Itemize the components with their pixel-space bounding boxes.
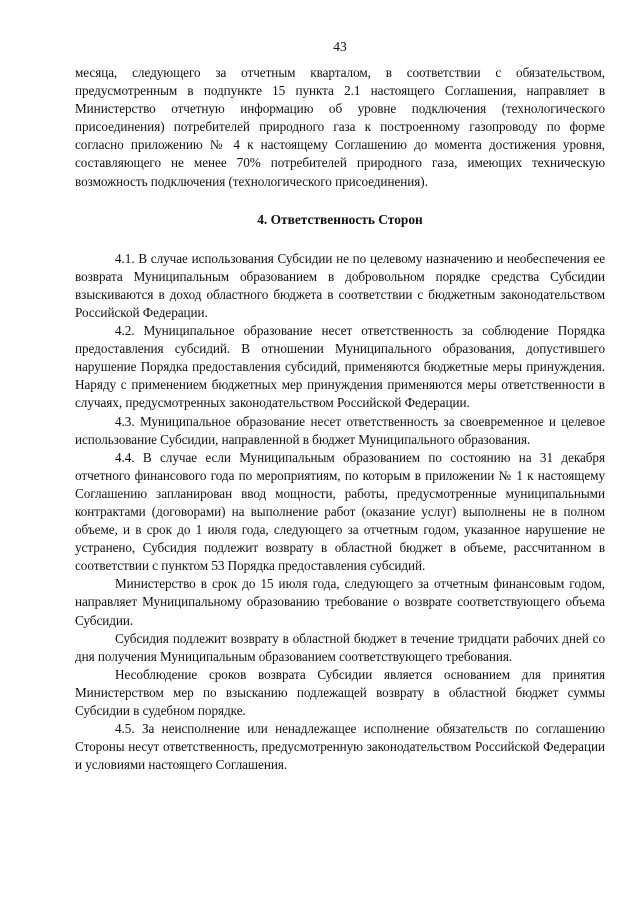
document-page <box>75 38 605 774</box>
paragraph-4-4: 4.4. В случае если Муниципальным образованием по состоянию на 31 декабря отчетного финансового года по мероприятиям, по которым в приложении № 1 к настоящему Соглашению запланирован ввод мощности, работы, предусмотренные муниципальными контрактами (договорами) на выполнение работ (оказание услуг) выполнены не в полном объеме, и в срок до 1 июля года, следующего за отчетным годом, указанное нарушение не устранено, Субсидия подлежит возврату в областной бюджет в объеме, рассчитанном в соответствии с пунктом 53 Порядка предоставления субсидий. <box>75 449 605 574</box>
paragraph-4-1: 4.1. В случае использования Субсидии не по целевому назначению и необеспечения ее возврата Муниципальным образованием в добровольном порядке средства Субсидии взыскиваются в доход областного бюджета в соответствии с бюджетным законодательством Российской Федерации. <box>75 250 605 320</box>
intro-paragraph: месяца, следующего за отчетным кварталом, в соответствии с обязательством, предусмотренным в подпункте 15 пункта 2.1 настоящего Соглашения, направляет в Министерство отчетную информацию об уровне подключения (технологического присоединения) потребителей природного газа к построенному газопроводу по форме согласно приложению № 4 к настоящему Соглашению до момента достижения уровня, составляющего не менее 70% потребителей природного газа, имеющих техническую возможность подключения (технологического присоединения). <box>75 65 605 189</box>
paragraph-4-4-enforcement: Несоблюдение сроков возврата Субсидии является основанием для принятия Министерством мер по взысканию подлежащей возврату в областной бюджет суммы Субсидии в судебном порядке. <box>75 666 605 718</box>
paragraph-4-5: 4.5. За неисполнение или ненадлежащее исполнение обязательств по соглашению Стороны несут ответственность, предусмотренную законодательством Российской Федерации и условиями настоящего Соглашения. <box>75 721 605 773</box>
paragraph-4-4-return: Субсидия подлежит возврату в областной бюджет в течение тридцати рабочих дней со дня получения Муниципальным образованием соответствующего требования. <box>75 630 605 664</box>
paragraph-4-4-requirement: Министерство в срок до 15 июля года, следующего за отчетным финансовым годом, направляет Муниципальному образованию требование о возврате соответствующего объема Субсидии. <box>75 576 605 628</box>
page-number: 43 <box>333 39 347 54</box>
paragraph-4-3: 4.3. Муниципальное образование несет ответственность за своевременное и целевое использование Субсидии, направленной в бюджет Муниципального образования. <box>75 413 605 447</box>
paragraph-4-2: 4.2. Муниципальное образование несет ответственность за соблюдение Порядка предоставления субсидий. В отношении Муниципального образования, допустившего нарушение Порядка предоставления субсидий, применяются бюджетные меры принуждения. Наряду с применением бюджетных мер принуждения применяются меры ответственности в случаях, предусмотренных законодательством Российской Федерации. <box>75 323 605 411</box>
section-heading: 4. Ответственность Сторон <box>257 211 423 227</box>
